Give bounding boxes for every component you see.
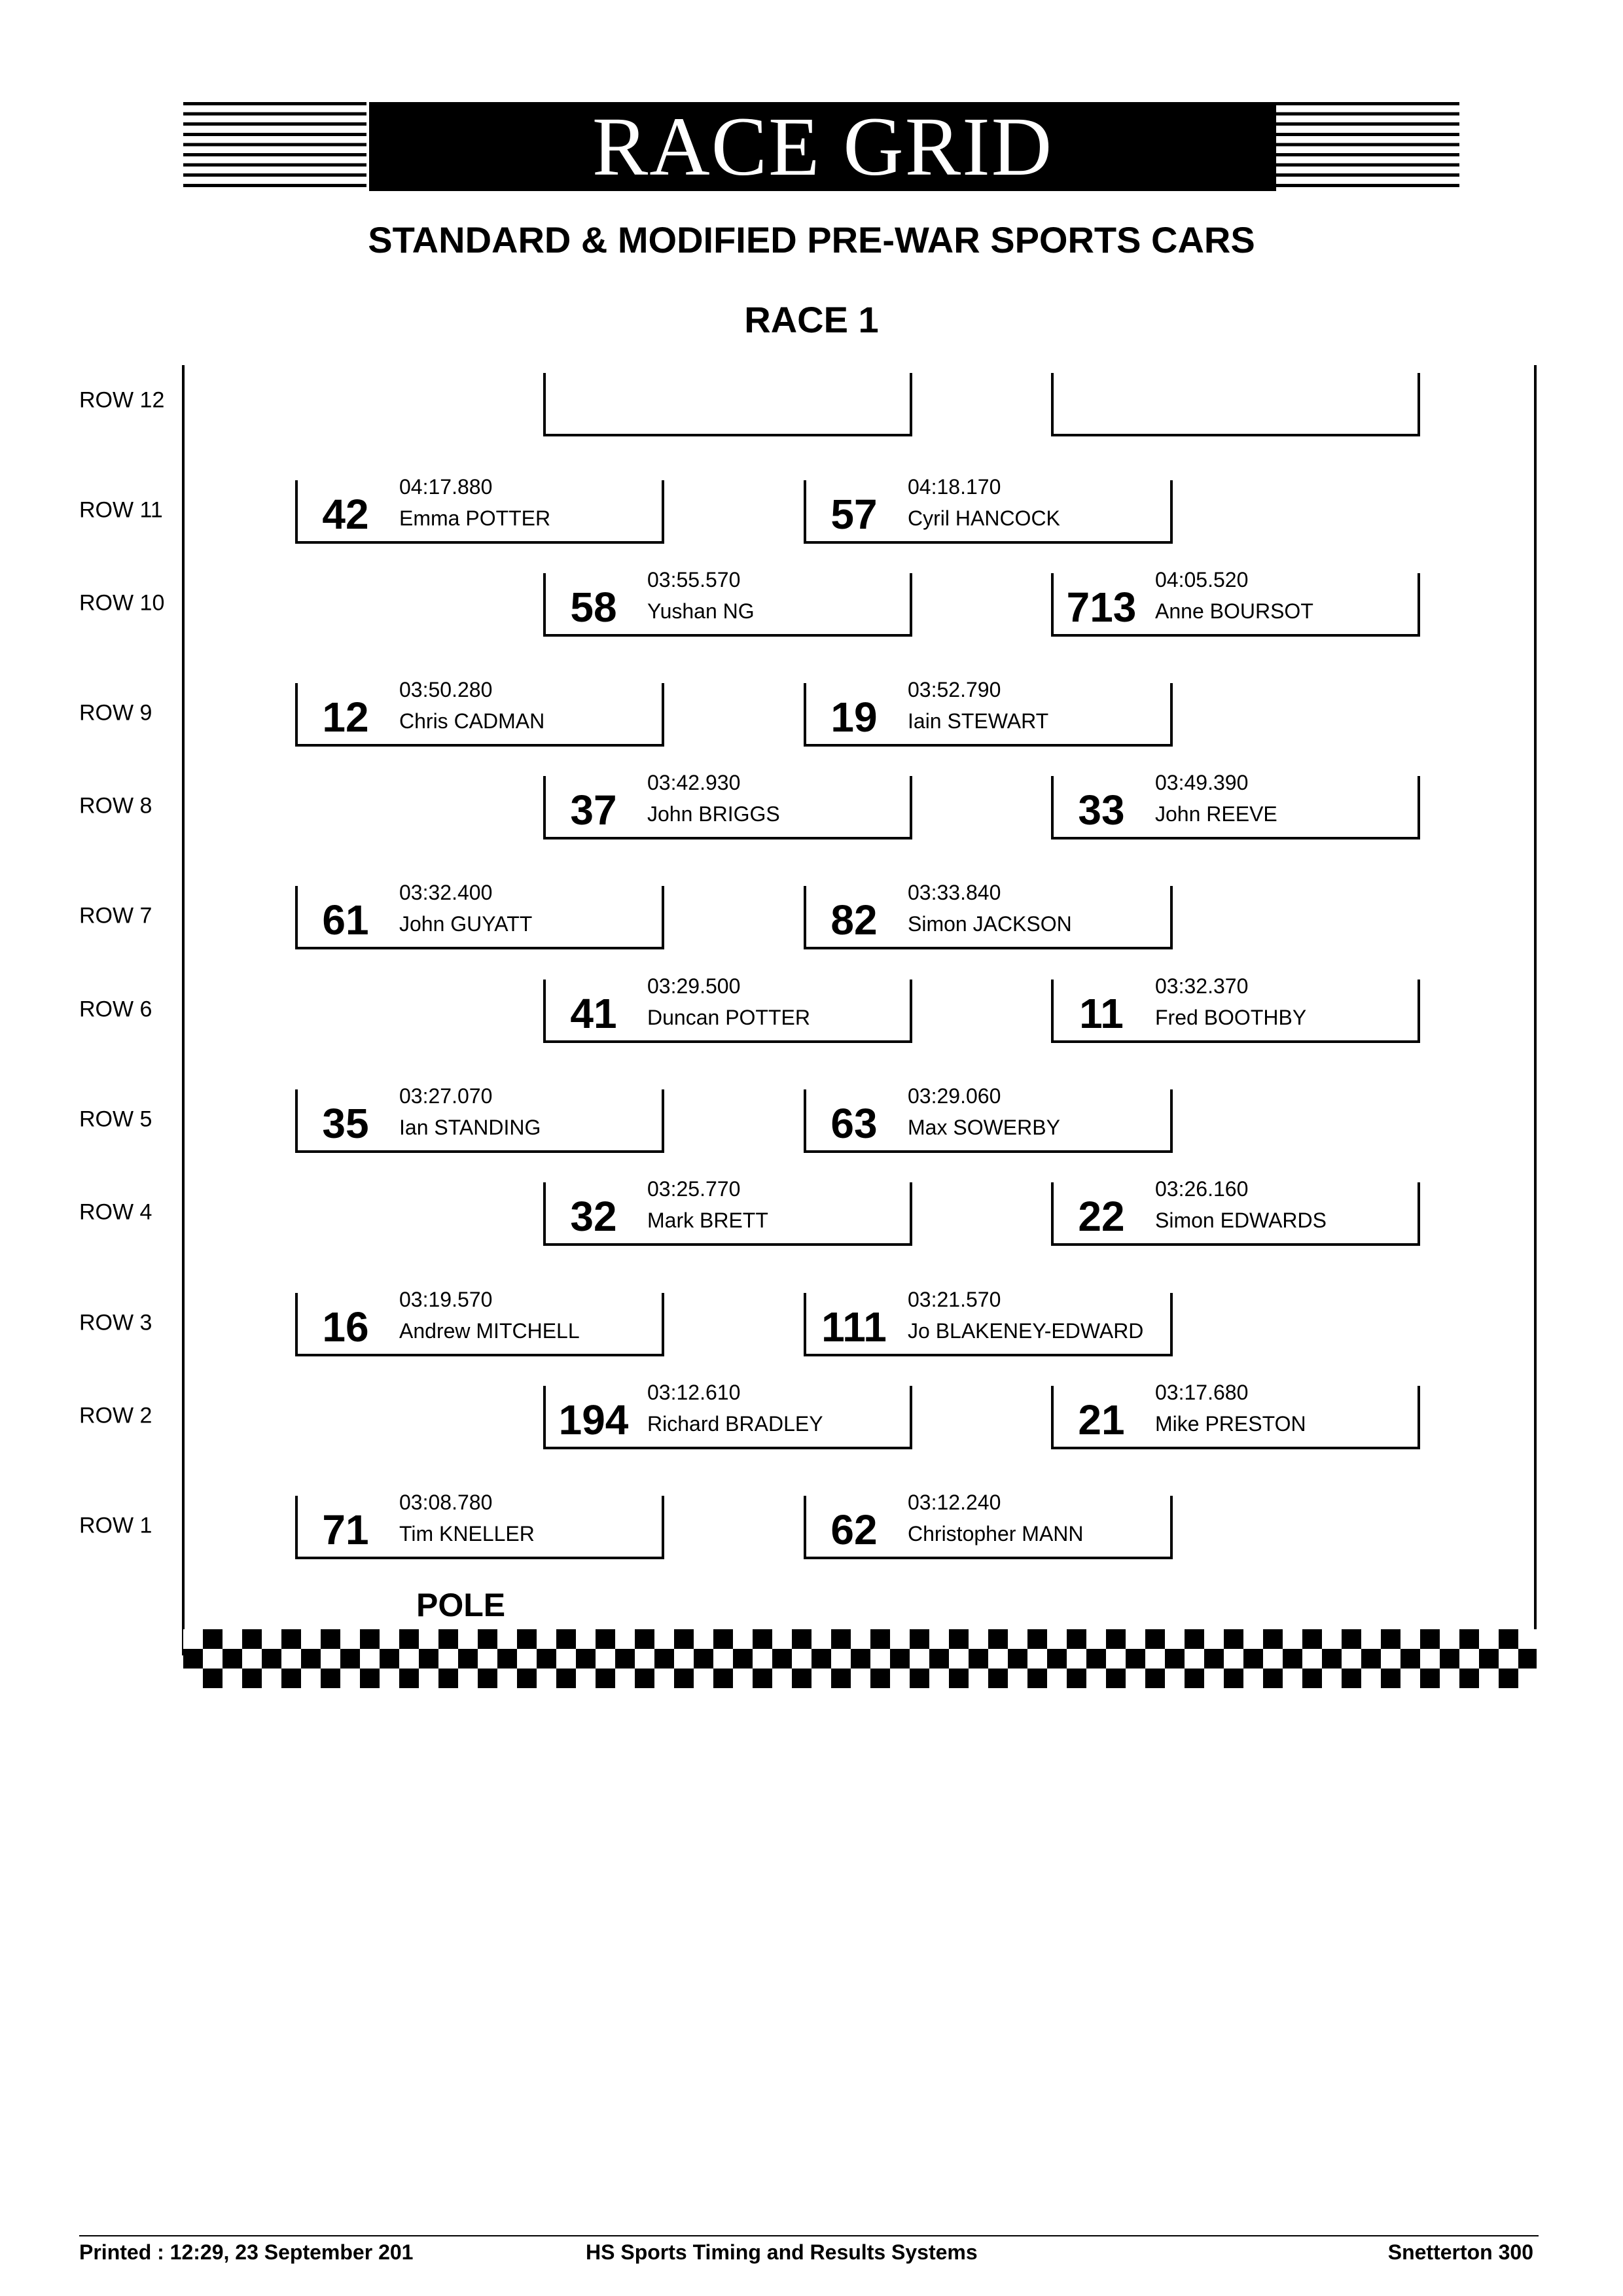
grid-slot xyxy=(804,881,1173,949)
row-label: ROW 7 xyxy=(79,903,152,928)
checkered-flag-strip xyxy=(183,1629,1537,1688)
banner-stripes-right xyxy=(1276,102,1459,191)
grid-slot xyxy=(543,1381,912,1449)
grid-right-border xyxy=(1534,365,1537,1655)
driver-name: Duncan POTTER xyxy=(647,1006,810,1029)
driver-name: Max SOWERBY xyxy=(908,1116,1060,1139)
pole-label: POLE xyxy=(416,1587,506,1623)
lap-time: 03:27.070 xyxy=(399,1084,493,1108)
grid-left-border xyxy=(182,365,185,1655)
driver-name: Jo BLAKENEY-EDWARD xyxy=(908,1319,1144,1343)
lap-time: 03:42.930 xyxy=(647,771,741,794)
lap-time: 04:18.170 xyxy=(908,475,1001,499)
page-title: RACE GRID xyxy=(592,100,1054,193)
lap-time: 03:55.570 xyxy=(647,568,741,592)
driver-name: Ian STANDING xyxy=(399,1116,541,1139)
car-number: 12 xyxy=(322,694,369,741)
driver-name: Mike PRESTON xyxy=(1155,1412,1306,1436)
row-label: ROW 4 xyxy=(79,1199,152,1225)
grid-slot xyxy=(1051,1381,1420,1449)
grid-slot xyxy=(804,1288,1173,1356)
grid-slot xyxy=(1051,1177,1420,1246)
car-number: 37 xyxy=(570,786,617,834)
grid-slot xyxy=(543,771,912,839)
car-number: 11 xyxy=(1079,990,1124,1037)
car-number: 713 xyxy=(1066,584,1137,631)
grid-slot xyxy=(1051,771,1420,839)
car-number: 63 xyxy=(830,1100,878,1147)
row-label: ROW 6 xyxy=(79,997,152,1022)
lap-time: 03:12.610 xyxy=(647,1381,741,1404)
car-number: 58 xyxy=(570,584,617,631)
grid-slot xyxy=(295,1491,664,1559)
lap-time: 03:32.370 xyxy=(1155,974,1249,998)
lap-time: 03:08.780 xyxy=(399,1491,493,1514)
row-label: ROW 3 xyxy=(79,1310,152,1335)
car-number: 62 xyxy=(830,1506,878,1553)
grid-slot xyxy=(295,475,664,544)
driver-name: Andrew MITCHELL xyxy=(399,1319,580,1343)
grid-slot xyxy=(804,1084,1173,1153)
lap-time: 04:05.520 xyxy=(1155,568,1249,592)
driver-name: Emma POTTER xyxy=(399,506,551,530)
grid-slot xyxy=(543,568,912,637)
race-title: RACE 1 xyxy=(744,299,879,340)
grid-slot xyxy=(1051,568,1420,637)
driver-name: Richard BRADLEY xyxy=(647,1412,823,1436)
row-label: ROW 5 xyxy=(79,1106,152,1132)
grid-slot xyxy=(1051,974,1420,1043)
grid-slot xyxy=(295,678,664,747)
driver-name: John REEVE xyxy=(1155,802,1277,826)
car-number: 19 xyxy=(830,694,878,741)
lap-time: 03:12.240 xyxy=(908,1491,1001,1514)
car-number: 57 xyxy=(830,491,878,538)
driver-name: Simon JACKSON xyxy=(908,912,1072,936)
footer-printed: Printed : 12:29, 23 September 201 xyxy=(79,2240,414,2264)
grid-slot-empty xyxy=(543,373,912,436)
lap-time: 03:52.790 xyxy=(908,678,1001,701)
lap-time: 03:25.770 xyxy=(647,1177,741,1201)
car-number: 111 xyxy=(821,1303,887,1351)
car-number: 42 xyxy=(322,491,369,538)
series-title: STANDARD & MODIFIED PRE-WAR SPORTS CARS xyxy=(368,219,1255,260)
row-label: ROW 11 xyxy=(79,497,163,523)
lap-time: 03:21.570 xyxy=(908,1288,1001,1311)
car-number: 22 xyxy=(1078,1193,1125,1240)
grid-slot xyxy=(804,1491,1173,1559)
lap-time: 03:33.840 xyxy=(908,881,1001,904)
car-number: 21 xyxy=(1078,1396,1125,1443)
driver-name: Yushan NG xyxy=(647,599,755,623)
lap-time: 03:29.060 xyxy=(908,1084,1001,1108)
grid-slot xyxy=(543,974,912,1043)
footer-venue: Snetterton 300 xyxy=(1387,2240,1533,2264)
car-number: 71 xyxy=(322,1506,369,1553)
banner-stripes-left xyxy=(183,102,366,191)
row-label: ROW 2 xyxy=(79,1403,152,1428)
lap-time: 03:29.500 xyxy=(647,974,741,998)
driver-name: Chris CADMAN xyxy=(399,709,545,733)
lap-time: 03:49.390 xyxy=(1155,771,1249,794)
lap-time: 03:26.160 xyxy=(1155,1177,1249,1201)
row-label: ROW 8 xyxy=(79,793,152,819)
car-number: 32 xyxy=(570,1193,617,1240)
car-number: 61 xyxy=(322,896,369,944)
row-label: ROW 12 xyxy=(79,387,165,413)
lap-time: 03:19.570 xyxy=(399,1288,493,1311)
car-number: 194 xyxy=(558,1396,629,1443)
driver-name: Simon EDWARDS xyxy=(1155,1209,1327,1232)
lap-time: 03:32.400 xyxy=(399,881,493,904)
driver-name: John BRIGGS xyxy=(647,802,780,826)
footer-system: HS Sports Timing and Results Systems xyxy=(586,2240,978,2264)
driver-name: John GUYATT xyxy=(399,912,533,936)
grid-slot xyxy=(295,1288,664,1356)
grid-slot xyxy=(804,678,1173,747)
row-label: ROW 10 xyxy=(79,590,165,616)
grid-slot xyxy=(804,475,1173,544)
driver-name: Christopher MANN xyxy=(908,1522,1084,1545)
lap-time: 04:17.880 xyxy=(399,475,493,499)
title-banner xyxy=(369,102,1276,191)
driver-name: Mark BRETT xyxy=(647,1209,768,1232)
lap-time: 03:50.280 xyxy=(399,678,493,701)
driver-name: Tim KNELLER xyxy=(399,1522,535,1545)
car-number: 16 xyxy=(322,1303,369,1351)
row-label: ROW 1 xyxy=(79,1513,152,1538)
car-number: 35 xyxy=(322,1100,369,1147)
grid-slot xyxy=(295,1084,664,1153)
driver-name: Anne BOURSOT xyxy=(1155,599,1313,623)
grid-slot xyxy=(543,1177,912,1246)
driver-name: Fred BOOTHBY xyxy=(1155,1006,1307,1029)
row-label: ROW 9 xyxy=(79,700,152,726)
driver-name: Cyril HANCOCK xyxy=(908,506,1060,530)
grid-slot-empty xyxy=(1051,373,1420,436)
footer-divider xyxy=(79,2235,1539,2236)
car-number: 33 xyxy=(1078,786,1125,834)
car-number: 82 xyxy=(830,896,878,944)
lap-time: 03:17.680 xyxy=(1155,1381,1249,1404)
car-number: 41 xyxy=(570,990,617,1037)
grid-slot xyxy=(295,881,664,949)
driver-name: Iain STEWART xyxy=(908,709,1049,733)
